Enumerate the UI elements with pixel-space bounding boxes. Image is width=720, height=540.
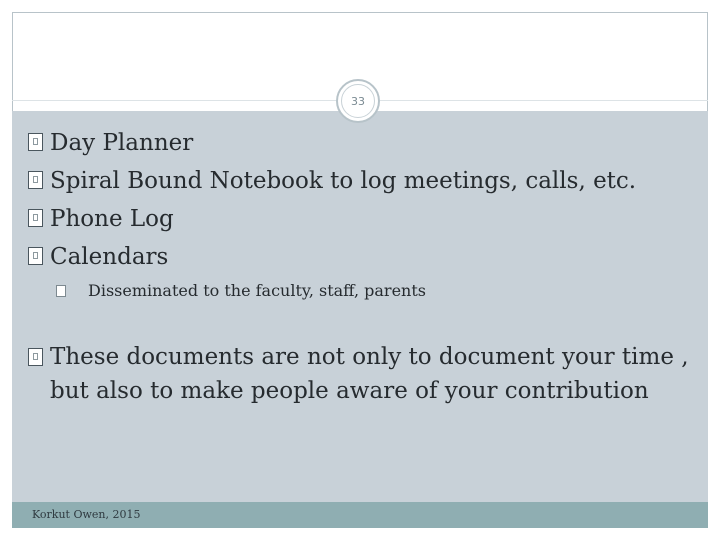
bullet-marker-icon: [28, 171, 43, 189]
bullet-item: [28, 238, 700, 276]
bullet-item: [28, 124, 700, 162]
bullet-text: Calendars: [50, 244, 169, 270]
footer-text: Korkut Owen, 2015: [32, 508, 141, 521]
bullet-text: Phone Log: [50, 206, 174, 232]
spacer: [28, 306, 700, 340]
sub-bullet-text: Disseminated to the faculty, staff, parents: [88, 281, 426, 300]
page-number-badge: [336, 79, 380, 123]
page-number: 33: [351, 94, 365, 108]
bullet-item: [28, 200, 700, 238]
bullet-list: [28, 124, 700, 408]
sub-bullet-marker-icon: [56, 285, 66, 297]
bullet-marker-icon: [28, 348, 43, 366]
bullet-text: These documents are not only to document your time , but also to make people aware of your contribution: [50, 344, 689, 404]
bullet-item: [28, 340, 710, 408]
bullet-text: Day Planner: [50, 130, 194, 156]
sub-bullet-item: [28, 276, 700, 306]
bullet-text: Spiral Bound Notebook to log meetings, calls, etc.: [50, 168, 637, 194]
bullet-item: [28, 162, 700, 200]
bullet-marker-icon: [28, 247, 43, 265]
bullet-marker-icon: [28, 209, 43, 227]
footer-bar: [12, 502, 708, 528]
bullet-marker-icon: [28, 133, 43, 151]
